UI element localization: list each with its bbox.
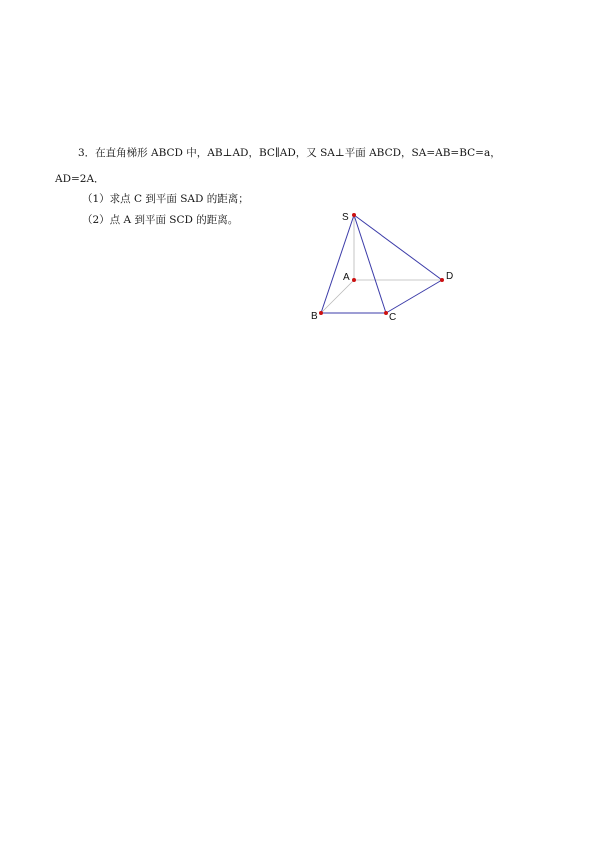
- question-2: （2）点 A 到平面 SCD 的距离。: [82, 214, 239, 226]
- label-A: A: [343, 272, 350, 283]
- question-1: （1）求点 C 到平面 SAD 的距离；: [82, 193, 249, 205]
- problem-statement-line-1: 3．在直角梯形 ABCD 中，AB⊥AD，BC∥AD，又 SA⊥平面 ABCD，SA=AB=BC=a，: [78, 147, 501, 159]
- vertex-D: [440, 278, 444, 282]
- label-C: C: [389, 312, 397, 323]
- problem-statement-line-2: AD=2A．: [55, 173, 105, 185]
- vertex-C: [384, 311, 388, 315]
- vertex-B: [319, 311, 323, 315]
- label-B: B: [311, 311, 318, 322]
- label-S: S: [342, 212, 349, 223]
- edge-SB: [321, 215, 354, 313]
- edge-SD: [354, 215, 442, 280]
- label-D: D: [446, 271, 454, 282]
- vertex-A: [352, 278, 356, 282]
- edge-AB: [321, 280, 354, 313]
- edge-SC: [354, 215, 386, 313]
- edge-CD: [386, 280, 442, 313]
- pyramid-diagram: [300, 200, 470, 330]
- vertex-S: [352, 213, 356, 217]
